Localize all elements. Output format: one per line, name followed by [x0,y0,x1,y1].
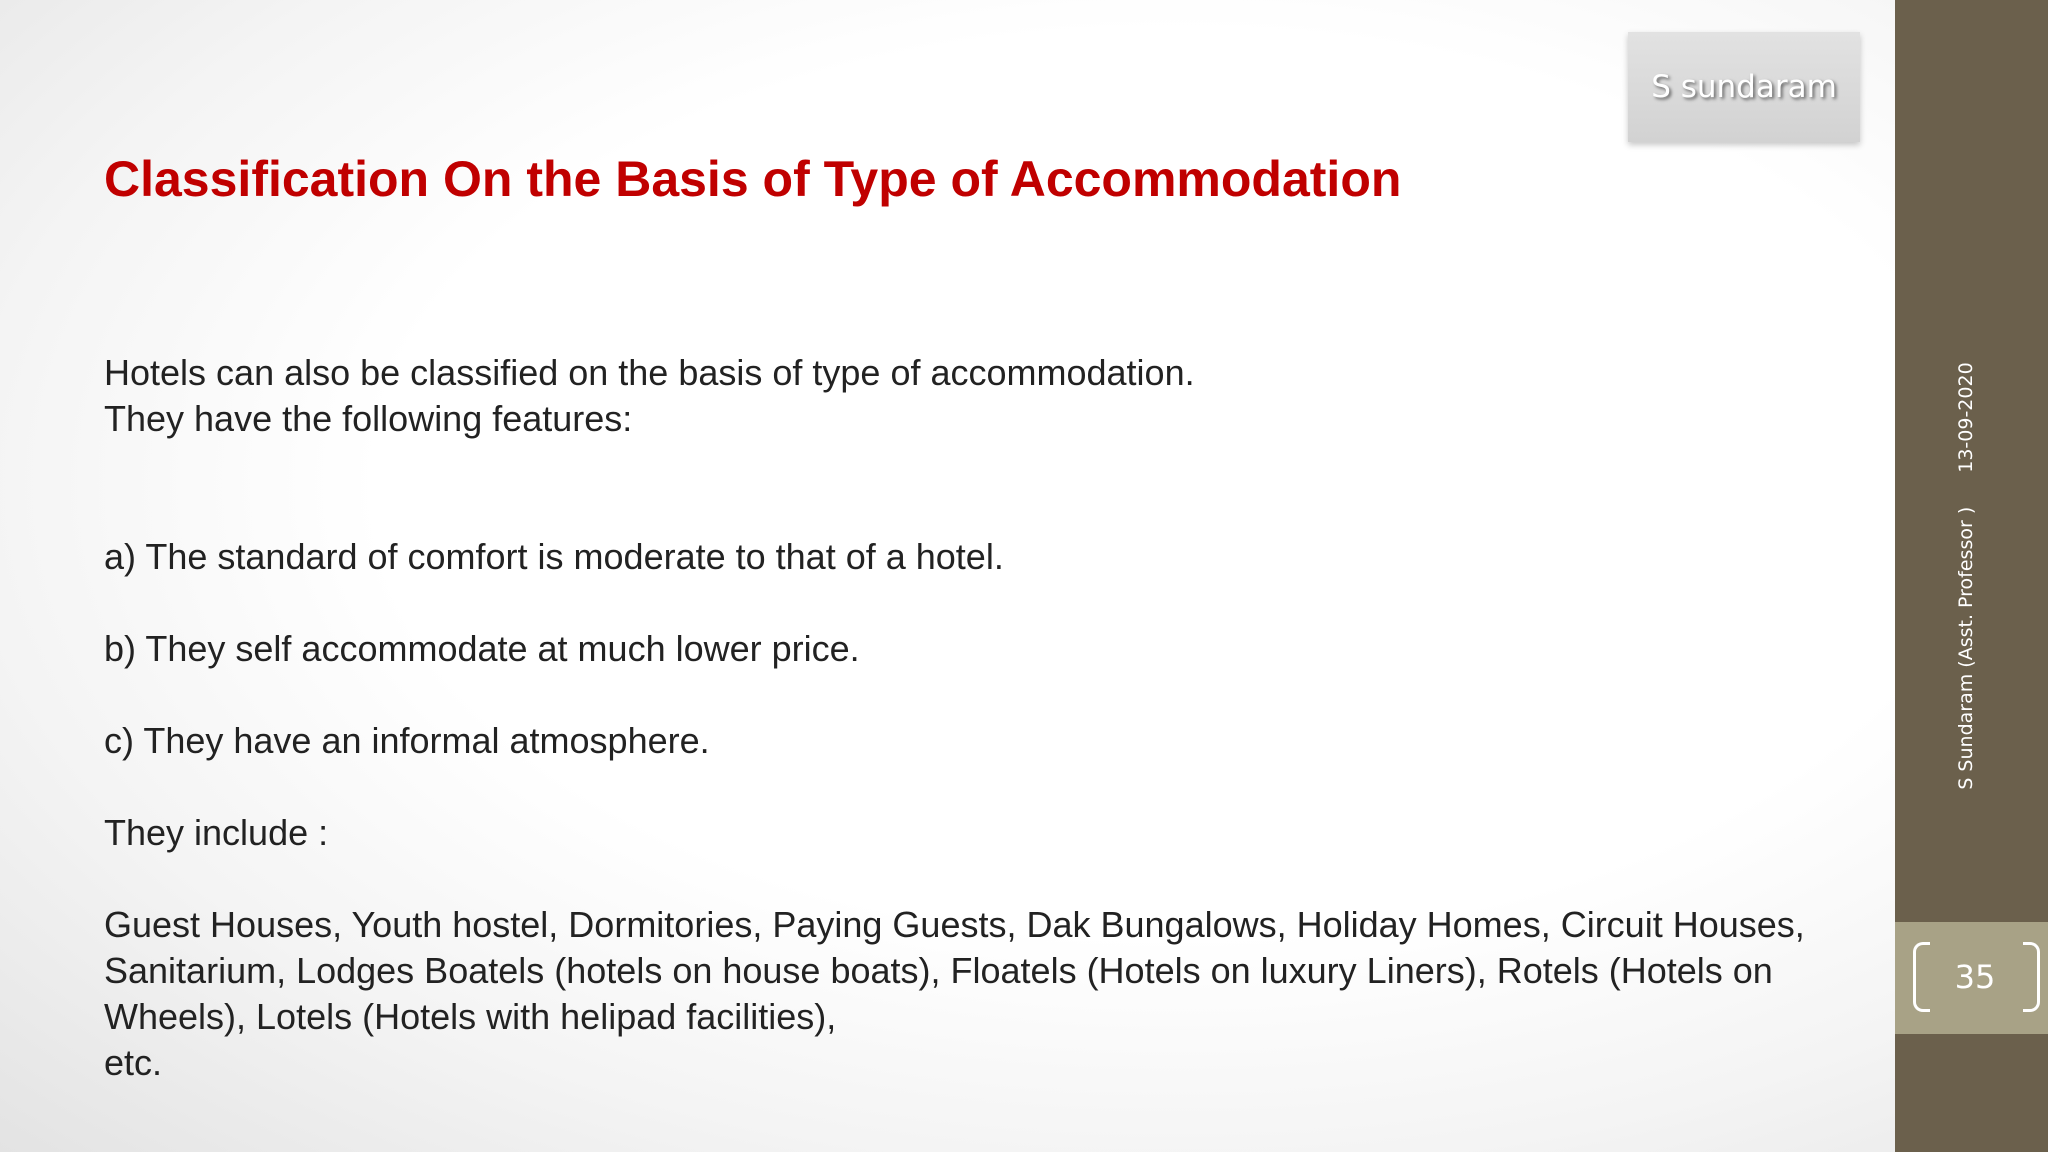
author-tag-box [1628,32,1860,142]
page-number-block [1895,922,2048,1034]
slide-date: 13-09-2020 [1955,362,1977,473]
feature-a: a) The standard of comfort is moderate to that of a hotel. [104,536,1004,577]
right-bracket-icon [2023,942,2040,1012]
intro-line-2: They have the following features: [104,398,633,439]
include-line-2: Sanitarium, Lodges Boatels (hotels on house boats), Floatels (Hotels on luxury Liners), Rotels (Hotels on [104,950,1773,991]
page-number: 35 [1954,958,1996,996]
include-line-3: Wheels), Lotels (Hotels with helipad facilities), [104,996,837,1037]
slide-title: Classification On the Basis of Type of Accommodation [104,151,1402,207]
intro-line-1: Hotels can also be classified on the basis of type of accommodation. [104,352,1195,393]
footer-author: S Sundaram (Asst. Professor ) [1955,506,1977,790]
include-line-1: Guest Houses, Youth hostel, Dormitories, Paying Guests, Dak Bungalows, Holiday Homes, Circuit Houses, [104,904,1805,945]
author-tag-text: S sundaram [1651,69,1837,105]
include-heading: They include : [104,812,329,853]
feature-c: c) They have an informal atmosphere. [104,720,710,761]
feature-b: b) They self accommodate at much lower price. [104,628,860,669]
include-line-4: etc. [104,1042,163,1083]
slide-body [104,350,1895,1086]
sidebar-footer-text [1955,362,1977,789]
